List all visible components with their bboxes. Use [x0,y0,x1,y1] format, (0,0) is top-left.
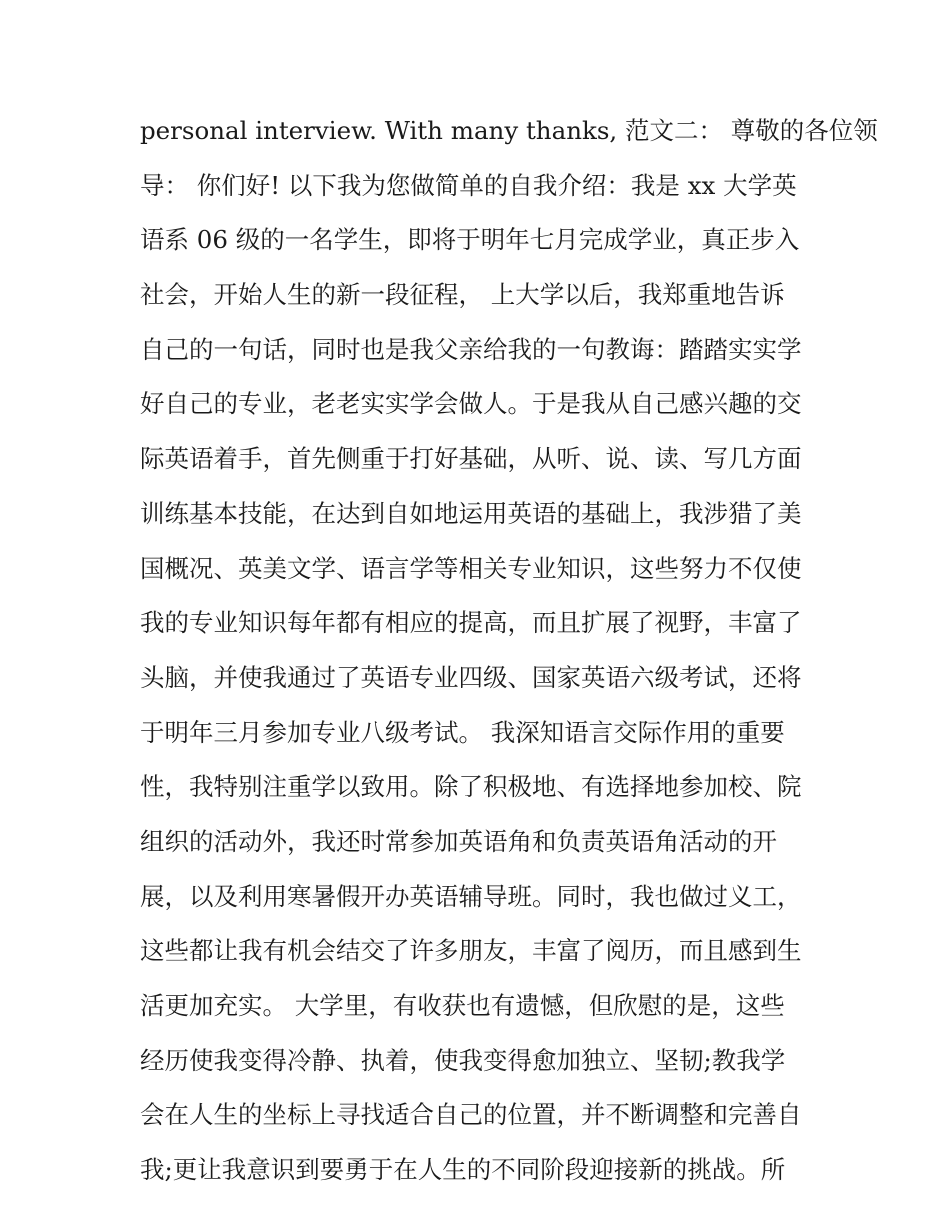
text-line: 会在人生的坐标上寻找适合自己的位置，并不断调整和完善自 [140,1100,802,1130]
text-line: 语系 06 级的一名学生，即将于明年七月完成学业，真正步入 [140,225,800,255]
text-line: 展，以及利用寒暑假开办英语辅导班。同时，我也做过义工， [140,881,802,911]
text-line: 好自己的专业，老老实实学会做人。于是我从自己感兴趣的交 [140,389,802,419]
text-line: personal interview. With many thanks, 范文二： 尊敬的各位领 [140,116,878,145]
text-line: 导： 你们好! 以下我为您做简单的自我介绍：我是 xx 大学英 [140,170,797,200]
text-line: 社会，开始人生的新一段征程， 上大学以后，我郑重地告诉 [140,280,785,310]
text-line: 训练基本技能，在达到自如地运用英语的基础上，我涉猎了美 [140,498,802,528]
text-line: 组织的活动外，我还时常参加英语角和负责英语角活动的开 [140,826,777,856]
body-text [140,111,878,1205]
text-line: 这些都让我有机会结交了许多朋友，丰富了阅历，而且感到生 [140,936,802,966]
text-line: 我;更让我意识到要勇于在人生的不同阶段迎接新的挑战。所 [140,1155,786,1185]
text-line: 自己的一句话，同时也是我父亲给我的一句教诲：踏踏实实学 [140,334,802,364]
text-line: 头脑，并使我通过了英语专业四级、国家英语六级考试，还将 [140,662,802,692]
text-line: 于明年三月参加专业八级考试。 我深知语言交际作用的重要 [140,717,785,747]
text-line: 国概况、英美文学、语言学等相关专业知识，这些努力不仅使 [140,553,802,583]
text-line: 经历使我变得冷静、执着，使我变得愈加独立、坚韧;教我学 [140,1045,786,1075]
text-line: 我的专业知识每年都有相应的提高，而且扩展了视野，丰富了 [140,608,802,638]
text-line: 际英语着手，首先侧重于打好基础，从听、说、读、写几方面 [140,444,802,474]
text-line: 活更加充实。 大学里，有收获也有遗憾，但欣慰的是，这些 [140,991,785,1020]
text-line: 性，我特别注重学以致用。除了积极地、有选择地参加校、院 [140,772,802,802]
